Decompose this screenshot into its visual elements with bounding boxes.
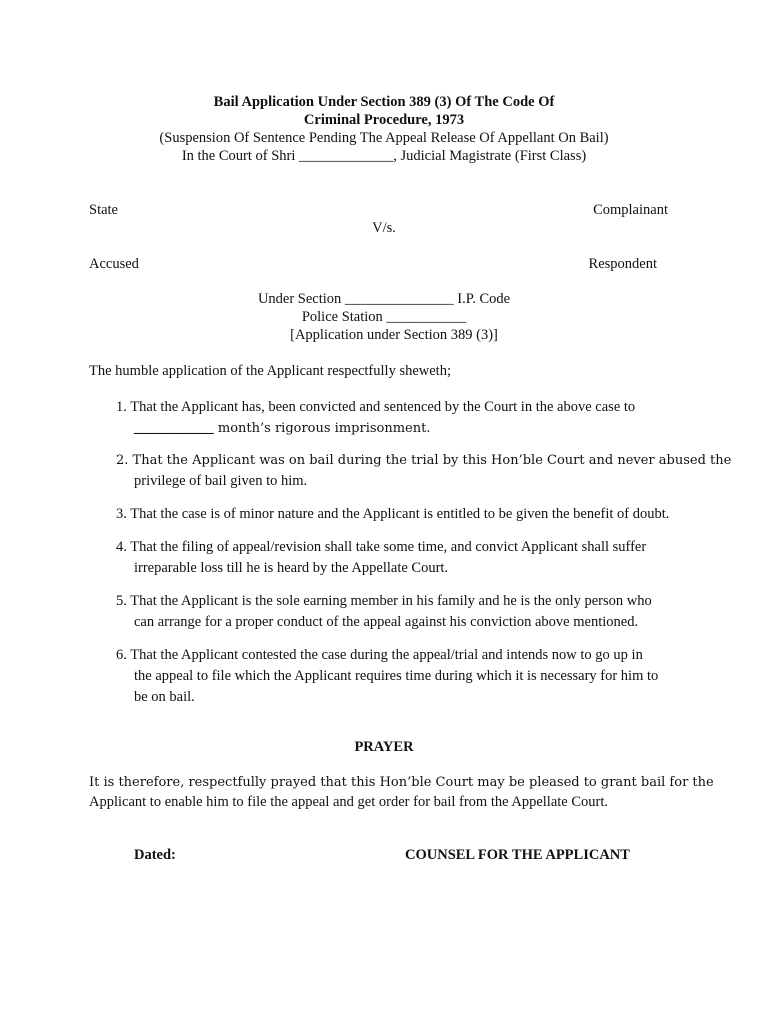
document-title-line2: Criminal Procedure, 1973 (303, 112, 465, 128)
document-title-line1: Bail Application Under Section 389 (3) Of The Code Of (213, 94, 555, 110)
list-item (116, 504, 686, 525)
intro-text: The humble application of the Applicant respectfully sheweth; (89, 363, 451, 379)
item-4-line1: 4. That the filing of appeal/revision shall take some time, and convict Applicant shall suffer (116, 539, 647, 555)
party-state: State (89, 202, 118, 218)
item-5-line2: can arrange for a proper conduct of the appeal against his conviction above mentioned. (134, 614, 639, 630)
list-item (116, 397, 686, 439)
list-item (116, 450, 732, 492)
item-2-line1: 2. That the Applicant was on bail during the trial by this Hon’ble Court and never abused the (116, 453, 732, 468)
list-item (116, 591, 686, 633)
case-section: Under Section _______________ I.P. Code (257, 291, 511, 307)
prayer-line1: It is therefore, respectfully prayed that this Hon’ble Court may be pleased to grant bail for the (89, 775, 714, 790)
case-application: [Application under Section 389 (3)] (290, 327, 498, 343)
party-accused: Accused (89, 256, 139, 272)
item-1-line2 (116, 418, 686, 439)
prayer-heading: PRAYER (354, 739, 414, 755)
item-3-line1: 3. That the case is of minor nature and the Applicant is entitled to be given the benefit of doubt. (116, 506, 670, 522)
case-police-station: Police Station ___________ (301, 309, 467, 325)
item-6-line3: be on bail. (134, 689, 195, 705)
item-6-line1: 6. That the Applicant contested the case during the appeal/trial and intends now to go up in (116, 647, 643, 663)
dated-label: Dated: (134, 847, 176, 863)
party-complainant: Complainant (593, 202, 668, 218)
prayer-line2: Applicant to enable him to file the appeal and get order for bail from the Appellate Court. (89, 794, 609, 810)
item-1-blank: ___________ (134, 420, 214, 436)
counsel-signature-label: COUNSEL FOR THE APPLICANT (405, 847, 630, 863)
item-4-line2: irreparable loss till he is heard by the Appellate Court. (134, 560, 449, 576)
item-1-line2-text: month’s rigorous imprisonment. (213, 421, 431, 436)
item-1-line1: 1. That the Applicant has, been convicted and sentenced by the Court in the above case to (116, 399, 636, 415)
party-respondent: Respondent (588, 256, 657, 272)
item-2-line2: privilege of bail given to him. (134, 473, 308, 489)
item-6-line2: the appeal to file which the Applicant requires time during which it is necessary for him to (134, 668, 659, 684)
list-item (116, 645, 686, 708)
item-5-line1: 5. That the Applicant is the sole earning member in his family and he is the only person who (116, 593, 652, 609)
list-item (116, 537, 686, 579)
court-line: In the Court of Shri _____________, Judicial Magistrate (First Class) (181, 148, 587, 164)
versus-label: V/s. (372, 220, 396, 236)
document-subtitle: (Suspension Of Sentence Pending The Appeal Release Of Appellant On Bail) (159, 130, 609, 146)
